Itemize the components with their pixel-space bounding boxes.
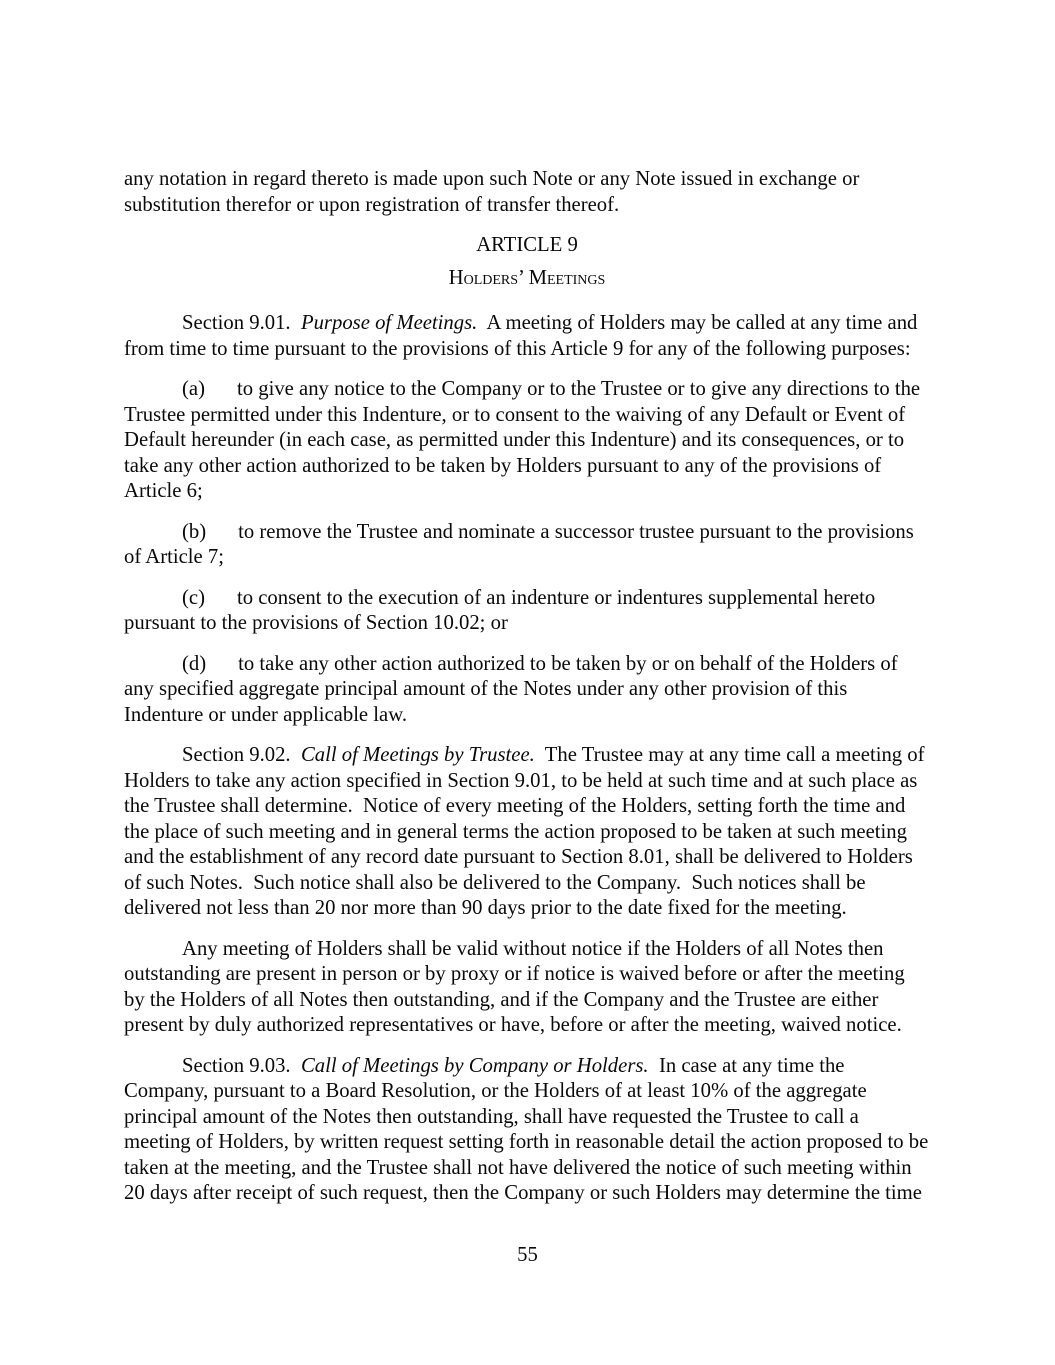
text-run: to take any other action authorized to be taken by or on behalf of the Holders of any specified aggregate principal amount of the Notes under any other provision of this Indenture or under applicable law. — [124, 652, 903, 726]
list-paragraph-d — [124, 652, 930, 729]
section-title-run: Call of Meetings by Company or Holders. — [300, 1054, 649, 1077]
text-run: to give any notice to the Company or to the Trustee or to give any directions to the Trustee permitted under this Indenture, or to consent to the waiving of any Default or Event of Default hereunder (in each case, as permitted under this Indenture) and its consequences, or to take any other action authorized to be taken by Holders pursuant to any of the provisions of Article 6; — [124, 378, 925, 502]
list-paragraph-b — [124, 520, 930, 571]
document-content — [124, 167, 934, 1222]
list-marker: (a) — [182, 378, 205, 400]
article-subheading: Holders’ Meetings — [448, 266, 606, 289]
list-paragraph-a — [124, 377, 930, 505]
text-run: Section 9.01. — [182, 312, 301, 334]
text-run: A meeting of Holders may be called at any time and from time to time pursuant to the provisions of this Article 9 for any of the following purposes: — [124, 312, 923, 360]
list-marker: (c) — [182, 586, 205, 609]
text-run: to consent to the execution of an indenture or indentures supplemental hereto pursuant to the provisions of Section 10.02; or — [124, 586, 881, 634]
body-paragraph — [124, 1054, 934, 1207]
body-paragraph — [124, 743, 930, 922]
text-run: Section 9.02. — [182, 744, 301, 766]
list-marker: (d) — [182, 652, 207, 675]
text-run: In case at any time the Company, pursuant to a Board Resolution, or the Holders of at least 10% of the aggregate principal amount of the Notes then outstanding, shall have requested the Trustee to call a meeting of Holders, by written request setting forth in reasonable detail the action proposed to be taken at the meeting, and the Trustee shall not have delivered the notice of such meeting within 20 days after receipt of such request, then the Company or such Holders may determine the time — [124, 1054, 934, 1204]
list-marker: (b) — [182, 520, 207, 543]
body-paragraph — [124, 937, 930, 1039]
body-paragraph — [124, 311, 930, 362]
body-paragraph — [124, 167, 930, 218]
text-run: The Trustee may at any time call a meeting of Holders to take any action specified in Section 9.01, to be held at such time and at such place as the Trustee shall determine. Notice of every meeting of the Holders, setting forth the time and the place of such meeting and in general terms the action proposed to be taken at such meeting and the establishment of any record date pursuant to Section 8.01, shall be delivered to Holders of such Notes. Such notice shall also be delivered to the Company. Such notices shall be delivered not less than 20 nor more than 90 days prior to the date fixed for the meeting. — [124, 744, 930, 919]
text-run: Section 9.03. — [182, 1054, 301, 1077]
text-run: any notation in regard thereto is made upon such Note or any Note issued in exchange or substitution therefor or upon registration of transfer thereof. — [124, 168, 865, 216]
section-title-run: Call of Meetings by Trustee. — [300, 744, 535, 766]
text-run: to remove the Trustee and nominate a successor trustee pursuant to the provisions of Article 7; — [124, 520, 919, 568]
page-number: 55 — [517, 1244, 538, 1266]
text-run: Any meeting of Holders shall be valid without notice if the Holders of all Notes then outstanding are present in person or by proxy or if notice is waived before or after the meeting by the Holders of all Notes then outstanding, and if the Company and the Trustee are either present by duly authorized representatives or have, before or after the meeting, waived notice. — [124, 937, 910, 1036]
page-footer — [0, 1243, 1055, 1269]
section-title-run: Purpose of Meetings. — [300, 312, 478, 334]
list-paragraph-c — [124, 586, 930, 637]
article-heading: ARTICLE 9 — [476, 234, 578, 256]
